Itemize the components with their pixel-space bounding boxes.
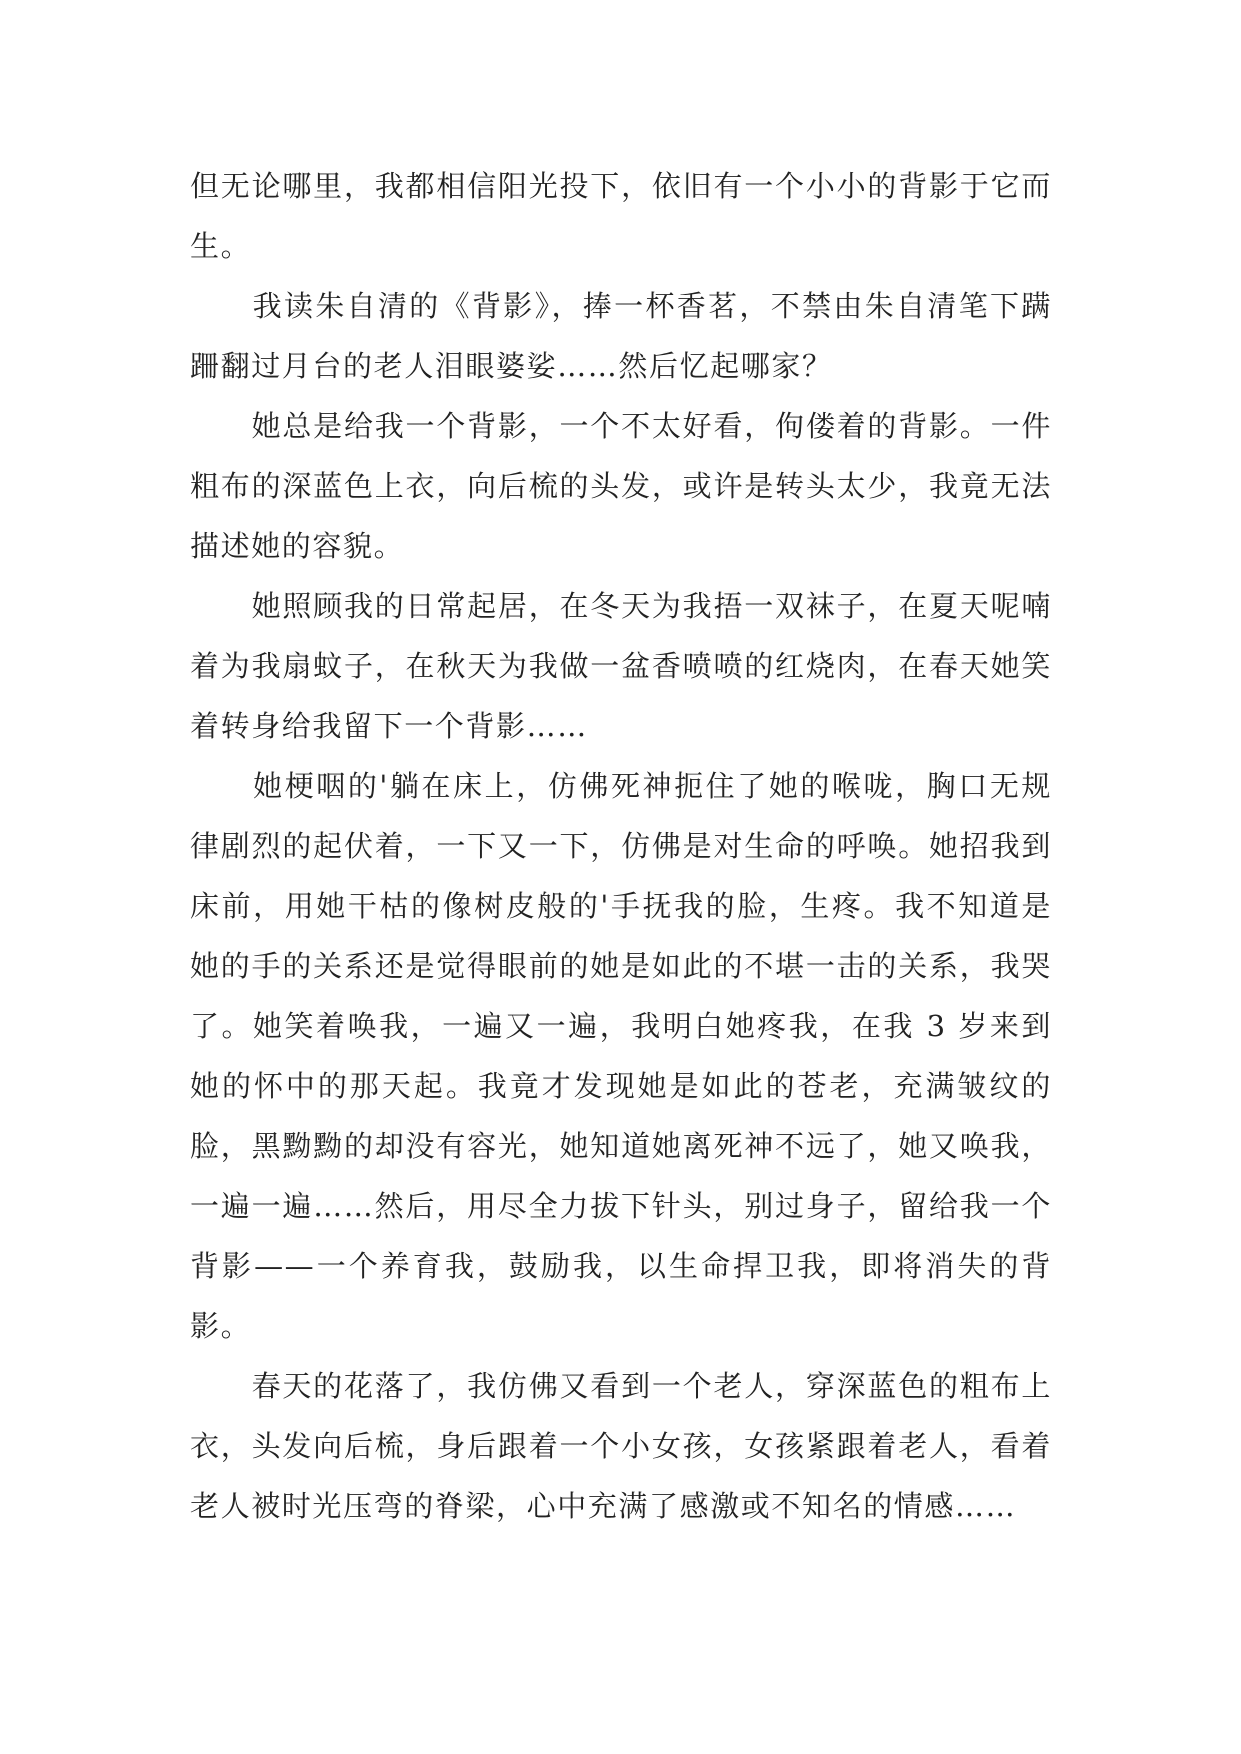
paragraph-4: 她照顾我的日常起居，在冬天为我捂一双袜子，在夏天呢喃着为我扇蚊子，在秋天为我做一盆香喷喷的红烧肉，在春天她笑着转身给我留下一个背影……	[190, 589, 1052, 743]
paragraph-1: 但无论哪里，我都相信阳光投下，依旧有一个小小的背影于它而生。	[190, 169, 1052, 263]
paragraph-5: 她梗咽的'躺在床上，仿佛死神扼住了她的喉咙，胸口无规律剧烈的起伏着，一下又一下，仿佛是对生命的呼唤。她招我到床前，用她干枯的像树皮般的'手抚我的脸，生疼。我不知道是她的手的关系还是觉得眼前的她是如此的不堪一击的关系，我哭了。她笑着唤我，一遍又一遍，我明白她疼我，在我 3 岁来到她的怀中的那天起。我竟才发现她是如此的苍老，充满皱纹的脸，黑黝黝的却没有容光，她知道她离死神不远了，她又唤我，一遍一遍……然后，用尽全力拔下针头，别过身子，留给我一个背影——一个养育我，鼓励我，以生命捍卫我，即将消失的背影。	[190, 769, 1052, 1343]
paragraph-2: 我读朱自清的《背影》，捧一杯香茗，不禁由朱自清笔下蹒跚翻过月台的老人泪眼婆娑……然后忆起哪家？	[190, 289, 1052, 383]
paragraph-3: 她总是给我一个背影，一个不太好看，佝偻着的背影。一件粗布的深蓝色上衣，向后梳的头发，或许是转头太少，我竟无法描述她的容貌。	[190, 409, 1052, 563]
document-body	[190, 156, 1052, 1536]
paragraph-6: 春天的花落了，我仿佛又看到一个老人，穿深蓝色的粗布上衣，头发向后梳，身后跟着一个小女孩，女孩紧跟着老人，看着老人被时光压弯的脊梁，心中充满了感激或不知名的情感……	[190, 1369, 1052, 1523]
